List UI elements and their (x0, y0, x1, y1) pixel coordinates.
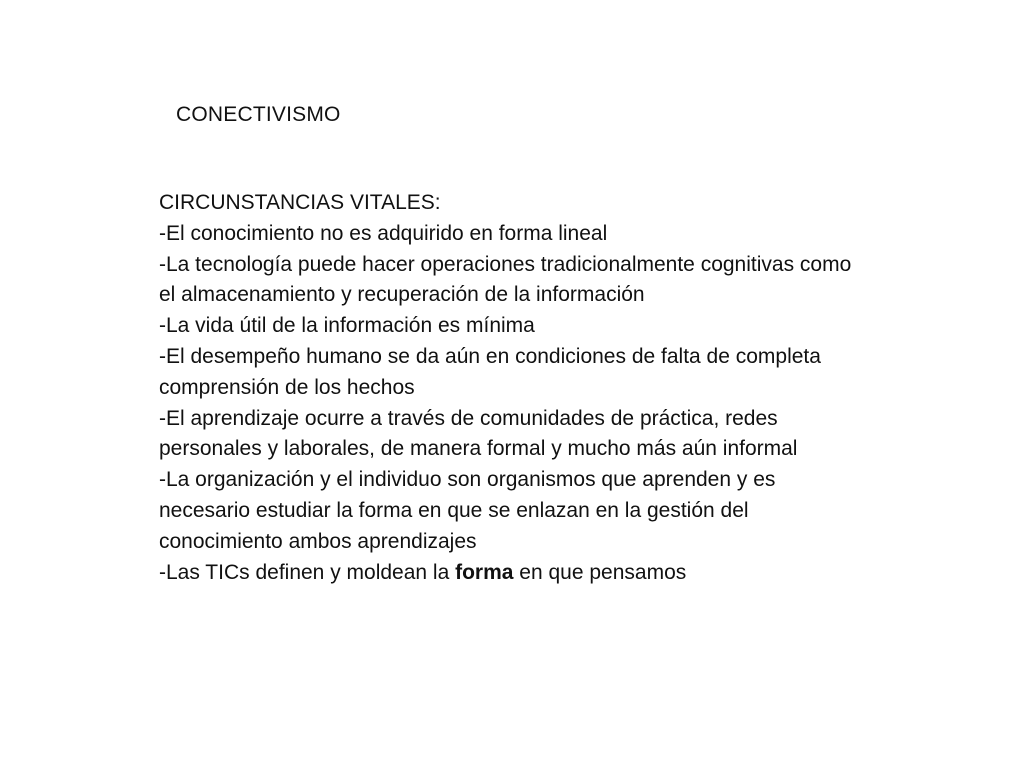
point-6: -La organización y el individuo son organismos que aprenden y es necesario estudiar la forma en que se enlazan en la gestión del conocimiento ambos aprendizajes (159, 468, 776, 553)
point-1: -El conocimiento no es adquirido en forma lineal (159, 221, 608, 245)
point-7 (159, 558, 859, 589)
point-7-bold-word: forma (455, 560, 514, 584)
point-3: -La vida útil de la información es mínima (159, 314, 535, 338)
body-heading: CIRCUNSTANCIAS VITALES: (159, 191, 441, 214)
point-2: -La tecnología puede hacer operaciones tradicionalmente cognitivas como el almacenamiento y recuperación de la información (159, 252, 852, 307)
point-4: -El desempeño humano se da aún en condiciones de falta de completa comprensión de los hechos (159, 344, 821, 399)
slide-body (159, 188, 859, 588)
point-7-text-after: en que pensamos (513, 560, 687, 584)
point-7-text-before: -Las TICs definen y moldean la (159, 560, 456, 584)
point-5: -El aprendizaje ocurre a través de comunidades de práctica, redes personales y laborales, de manera formal y mucho más aún informal (159, 406, 798, 461)
slide-title: CONECTIVISMO (176, 103, 341, 126)
